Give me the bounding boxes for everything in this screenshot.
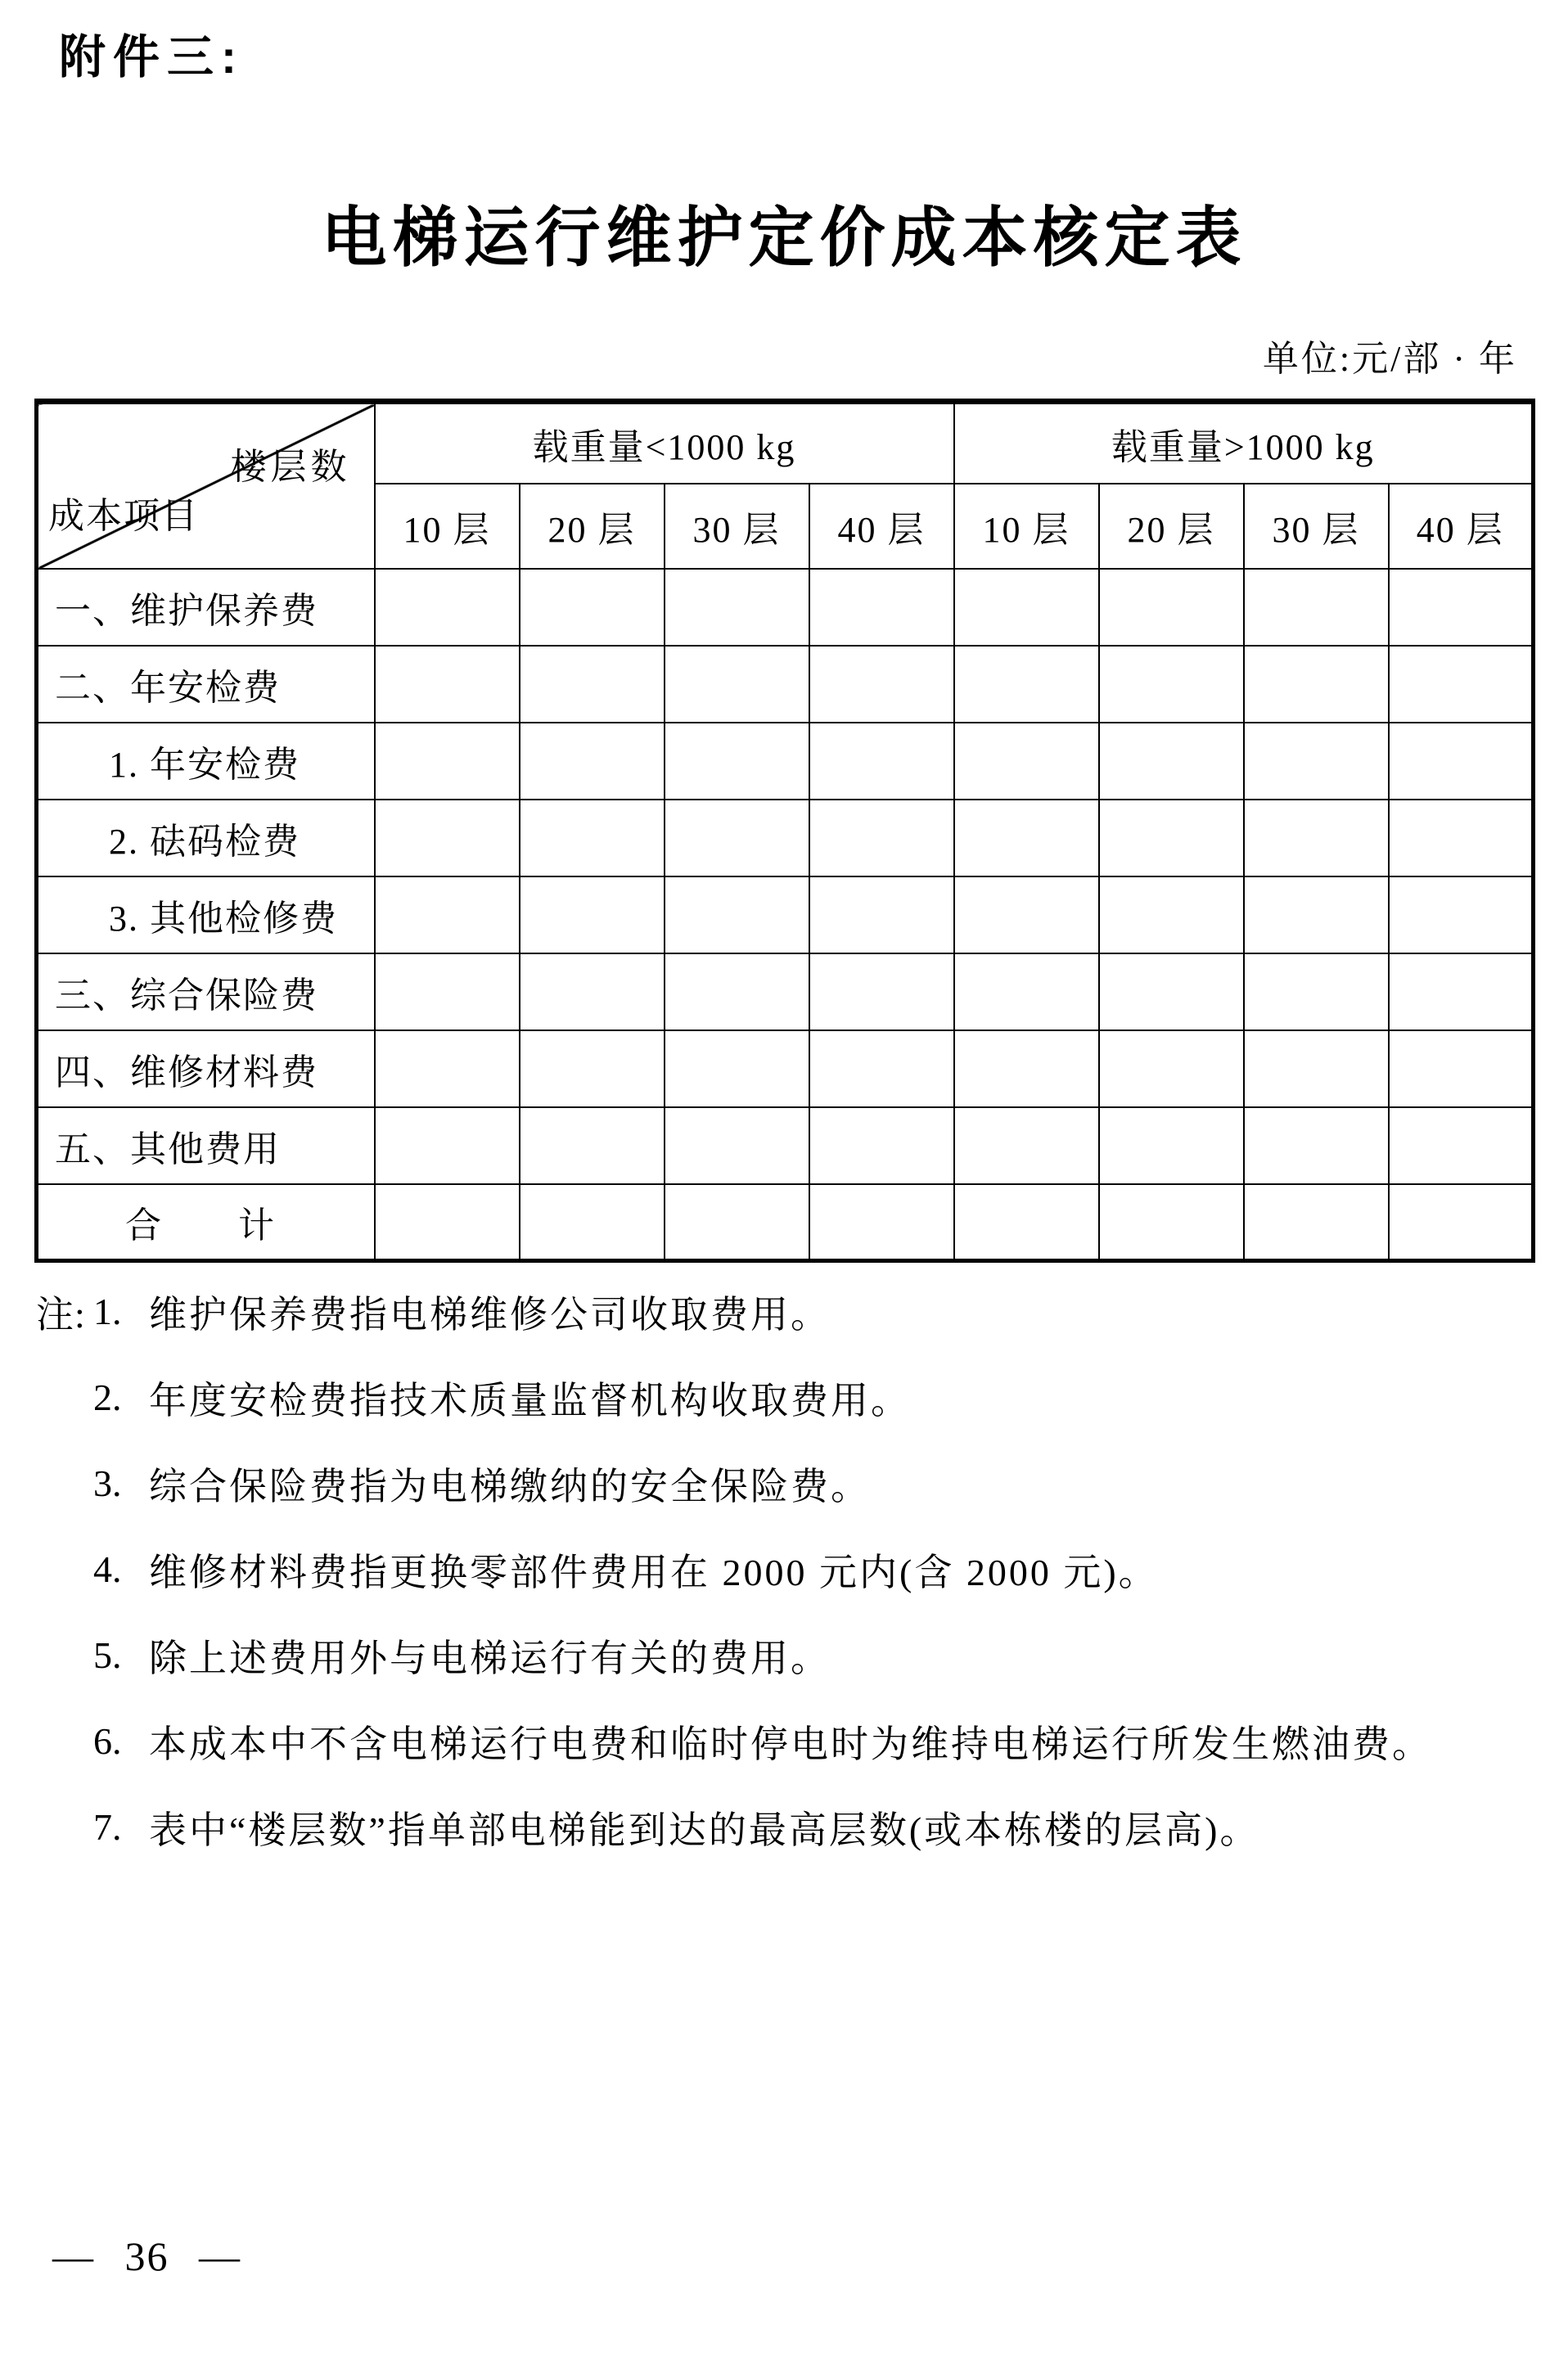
data-cell (954, 876, 1099, 953)
data-cell (1244, 569, 1389, 646)
data-cell (1099, 569, 1244, 646)
data-cell (1244, 800, 1389, 876)
note-line (36, 1440, 1542, 1526)
data-cell (665, 646, 809, 723)
data-cell (954, 1107, 1099, 1184)
row-label: 1. 年安检费 (37, 723, 375, 800)
note-line (36, 1526, 1542, 1612)
data-cell (1099, 1184, 1244, 1261)
data-cell (809, 1184, 954, 1261)
data-cell (375, 876, 520, 953)
data-cell (1099, 876, 1244, 953)
data-cell (809, 646, 954, 723)
data-cell (1244, 953, 1389, 1030)
data-cell (954, 646, 1099, 723)
row-label: 合 计 (37, 1184, 375, 1261)
corner-label-floors: 楼层数 (230, 447, 351, 487)
data-cell (809, 953, 954, 1030)
table-row (37, 646, 1534, 723)
data-cell (1389, 953, 1534, 1030)
data-cell (809, 723, 954, 800)
note-text: 表中“楼层数”指单部电梯能到达的最高层数(或本栋楼的层高)。 (149, 1809, 1260, 1851)
floor-col-header-group2: 10 层 (954, 484, 1099, 569)
table-row (37, 800, 1534, 876)
data-cell (665, 876, 809, 953)
data-cell (1099, 1107, 1244, 1184)
data-cell (1389, 1184, 1534, 1261)
data-cell (1244, 876, 1389, 953)
data-cell (375, 569, 520, 646)
row-label: 二、年安检费 (37, 646, 375, 723)
data-cell (1244, 1030, 1389, 1107)
data-cell (1244, 1107, 1389, 1184)
corner-label-cost-items: 成本项目 (48, 495, 199, 536)
note-text: 年度安检费指技术质量监督机构收取费用。 (149, 1379, 911, 1422)
data-cell (665, 1184, 809, 1261)
data-cell (375, 953, 520, 1030)
data-cell (520, 876, 665, 953)
note-line (36, 1268, 1542, 1354)
table-row (37, 876, 1534, 953)
data-cell (520, 1030, 665, 1107)
note-text: 除上述费用外与电梯运行有关的费用。 (149, 1637, 831, 1679)
table-row (37, 569, 1534, 646)
note-text: 本成本中不含电梯运行电费和临时停电时为维持电梯运行所发生燃油费。 (149, 1723, 1432, 1765)
note-text: 维护保养费指电梯维修公司收取费用。 (149, 1293, 831, 1336)
data-cell (954, 569, 1099, 646)
data-cell (375, 723, 520, 800)
notes-prefix: 注: (36, 1293, 86, 1336)
data-cell (520, 723, 665, 800)
data-cell (520, 800, 665, 876)
floor-col-header-group1: 10 层 (375, 484, 520, 569)
row-label: 三、综合保险费 (37, 953, 375, 1030)
row-label: 四、维修材料费 (37, 1030, 375, 1107)
floor-col-header-group2: 20 层 (1099, 484, 1244, 569)
note-number: 4. (93, 1548, 122, 1590)
data-cell (954, 723, 1099, 800)
data-cell (1389, 569, 1534, 646)
data-cell (1244, 646, 1389, 723)
note-line (36, 1698, 1542, 1784)
floor-col-header-group2: 30 层 (1244, 484, 1389, 569)
data-cell (520, 1184, 665, 1261)
data-cell (954, 1030, 1099, 1107)
table-row (37, 1184, 1534, 1261)
data-cell (375, 1030, 520, 1107)
data-cell (375, 1184, 520, 1261)
data-cell (1389, 1030, 1534, 1107)
table-row (37, 1107, 1534, 1184)
floor-col-header-group1: 20 层 (520, 484, 665, 569)
row-label: 五、其他费用 (37, 1107, 375, 1184)
note-number: 3. (93, 1462, 122, 1504)
data-cell (520, 569, 665, 646)
note-text: 综合保险费指为电梯缴纳的安全保险费。 (149, 1465, 871, 1507)
data-cell (809, 569, 954, 646)
data-cell (375, 646, 520, 723)
data-cell (809, 800, 954, 876)
data-cell (520, 646, 665, 723)
unit-note: 单位:元/部 · 年 (1262, 339, 1517, 379)
page-title: 电梯运行维护定价成本核定表 (321, 203, 1247, 275)
data-cell (520, 1107, 665, 1184)
note-line (36, 1612, 1542, 1698)
cost-table (34, 399, 1535, 1263)
corner-cell (37, 402, 375, 569)
floor-col-header-group1: 40 层 (809, 484, 954, 569)
data-cell (665, 1107, 809, 1184)
data-cell (665, 569, 809, 646)
data-cell (1099, 953, 1244, 1030)
note-number: 7. (93, 1806, 122, 1848)
data-cell (809, 1107, 954, 1184)
note-line (36, 1354, 1542, 1440)
note-number: 6. (93, 1720, 122, 1762)
row-label: 3. 其他检修费 (37, 876, 375, 953)
note-text: 维修材料费指更换零部件费用在 2000 元内(含 2000 元)。 (149, 1551, 1159, 1593)
data-cell (1244, 1184, 1389, 1261)
data-cell (809, 876, 954, 953)
data-cell (665, 800, 809, 876)
data-cell (375, 1107, 520, 1184)
data-cell (1389, 876, 1534, 953)
row-label: 2. 砝码检费 (37, 800, 375, 876)
data-cell (1099, 723, 1244, 800)
data-cell (1389, 1107, 1534, 1184)
data-cell (954, 953, 1099, 1030)
row-label: 一、维护保养费 (37, 569, 375, 646)
data-cell (1389, 723, 1534, 800)
note-line (36, 1784, 1542, 1870)
data-cell (375, 800, 520, 876)
floor-col-header-group1: 30 层 (665, 484, 809, 569)
col-group-over-1000kg: 载重量>1000 kg (954, 402, 1534, 484)
notes-section (36, 1268, 1542, 1870)
data-cell (1099, 1030, 1244, 1107)
col-group-under-1000kg: 载重量<1000 kg (375, 402, 954, 484)
data-cell (1389, 800, 1534, 876)
data-cell (665, 1030, 809, 1107)
table-row (37, 723, 1534, 800)
data-cell (665, 953, 809, 1030)
data-cell (809, 1030, 954, 1107)
data-cell (520, 953, 665, 1030)
data-cell (954, 1184, 1099, 1261)
page-number: — 36 — (52, 2233, 241, 2279)
data-cell (665, 723, 809, 800)
table-row (37, 953, 1534, 1030)
table-row (37, 1030, 1534, 1107)
note-number: 1. (93, 1291, 122, 1332)
data-cell (1244, 723, 1389, 800)
floor-col-header-group2: 40 层 (1389, 484, 1534, 569)
attachment-label: 附件三: (59, 31, 244, 83)
note-number: 2. (93, 1376, 122, 1418)
data-cell (1389, 646, 1534, 723)
data-cell (954, 800, 1099, 876)
data-cell (1099, 800, 1244, 876)
data-cell (1099, 646, 1244, 723)
note-number: 5. (93, 1634, 122, 1676)
